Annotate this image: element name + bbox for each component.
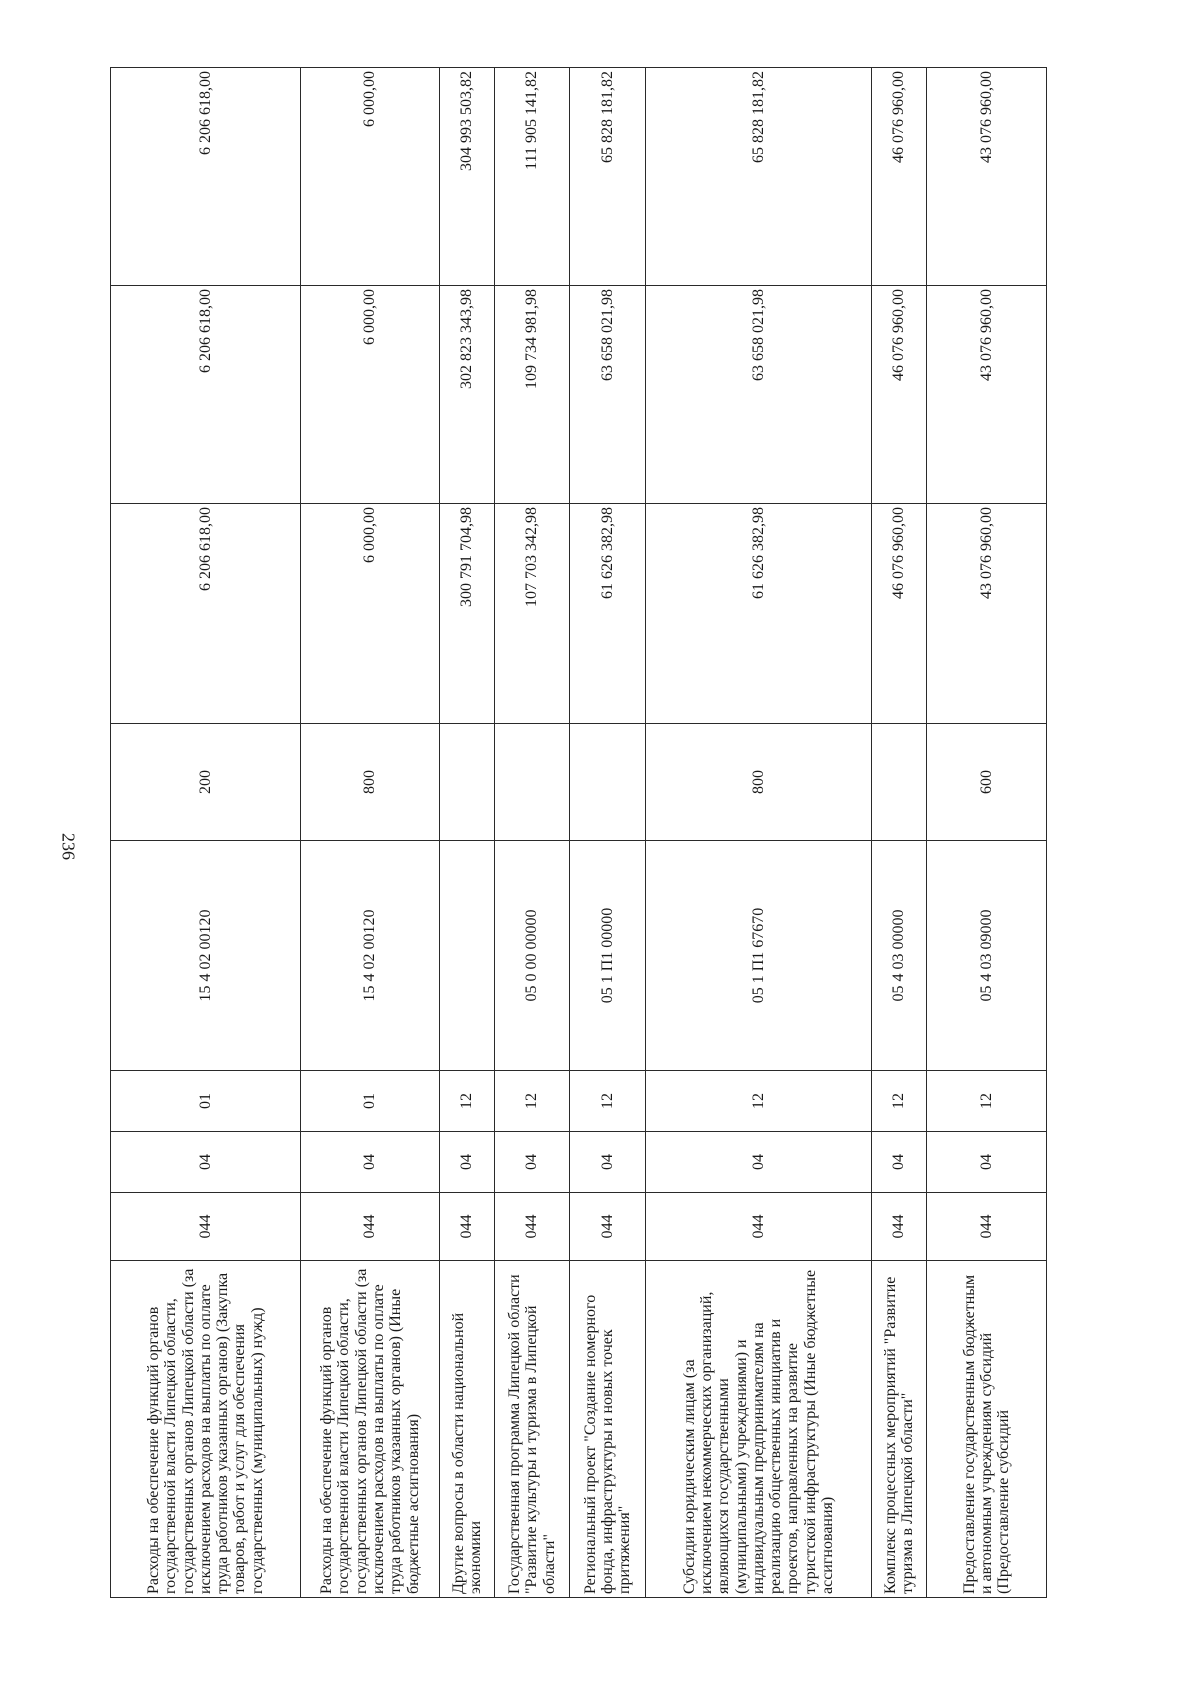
target-article-code: 15 4 02 00120 (301, 841, 440, 1071)
amount-year-1: 43 076 960,00 (927, 504, 1047, 724)
subsection-code: 12 (927, 1071, 1047, 1132)
expense-type-code: 800 (301, 724, 440, 841)
amount-year-3: 111 905 141,82 (495, 68, 570, 286)
amount-year-1: 300 791 704,98 (440, 504, 495, 724)
expense-type-code (872, 724, 927, 841)
table-row (111, 68, 301, 1598)
row-name: Расходы на обеспечение функций органов государственной власти Липецкой области, государственных органов Липецкой области (за исключением расходов на выплаты по оплате труда работников указанных органов) (Иные бюджетные ассигнования) (301, 1261, 440, 1598)
budget-table (110, 67, 1047, 1598)
row-name: Другие вопросы в области национальной экономики (440, 1261, 495, 1598)
subsection-code: 12 (570, 1071, 646, 1132)
target-article-code: 05 4 03 00000 (872, 841, 927, 1071)
grbs-code: 044 (872, 1193, 927, 1261)
expense-type-code (495, 724, 570, 841)
amount-year-2: 109 734 981,98 (495, 286, 570, 504)
amount-year-3: 6 000,00 (301, 68, 440, 286)
table-row (646, 68, 872, 1598)
table-row (301, 68, 440, 1598)
row-name: Субсидии юридическим лицам (за исключением некоммерческих организаций, являющихся государственными (муниципальными) учреждениями) и индивидуальным предпринимателям на реализацию общественных инициатив и проектов, направленных на развитие туристской инфраструктуры (Иные бюджетные ассигнования) (646, 1261, 872, 1598)
table-row (440, 68, 495, 1598)
amount-year-2: 6 000,00 (301, 286, 440, 504)
target-article-code: 05 1 П1 00000 (570, 841, 646, 1071)
subsection-code: 12 (495, 1071, 570, 1132)
grbs-code: 044 (301, 1193, 440, 1261)
section-code: 04 (570, 1132, 646, 1193)
table-row (872, 68, 927, 1598)
amount-year-2: 63 658 021,98 (646, 286, 872, 504)
section-code: 04 (927, 1132, 1047, 1193)
page-number: 236 (58, 833, 79, 860)
grbs-code: 044 (495, 1193, 570, 1261)
amount-year-3: 46 076 960,00 (872, 68, 927, 286)
subsection-code: 12 (872, 1071, 927, 1132)
table-row (570, 68, 646, 1598)
section-code: 04 (301, 1132, 440, 1193)
subsection-code: 12 (646, 1071, 872, 1132)
table-row (495, 68, 570, 1598)
table-row (927, 68, 1047, 1598)
amount-year-2: 302 823 343,98 (440, 286, 495, 504)
amount-year-1: 107 703 342,98 (495, 504, 570, 724)
grbs-code: 044 (927, 1193, 1047, 1261)
amount-year-3: 6 206 618,00 (111, 68, 301, 286)
section-code: 04 (872, 1132, 927, 1193)
subsection-code: 01 (301, 1071, 440, 1132)
grbs-code: 044 (570, 1193, 646, 1261)
grbs-code: 044 (440, 1193, 495, 1261)
expense-type-code (570, 724, 646, 841)
expense-type-code: 200 (111, 724, 301, 841)
target-article-code: 05 4 03 09000 (927, 841, 1047, 1071)
grbs-code: 044 (646, 1193, 872, 1261)
expense-type-code (440, 724, 495, 841)
amount-year-3: 43 076 960,00 (927, 68, 1047, 286)
row-name: Комплекс процессных мероприятий "Развитие туризма в Липецкой области" (872, 1261, 927, 1598)
target-article-code: 05 1 П1 67670 (646, 841, 872, 1071)
subsection-code: 12 (440, 1071, 495, 1132)
subsection-code: 01 (111, 1071, 301, 1132)
grbs-code: 044 (111, 1193, 301, 1261)
amount-year-2: 6 206 618,00 (111, 286, 301, 504)
amount-year-3: 304 993 503,82 (440, 68, 495, 286)
section-code: 04 (111, 1132, 301, 1193)
section-code: 04 (495, 1132, 570, 1193)
section-code: 04 (440, 1132, 495, 1193)
amount-year-1: 61 626 382,98 (646, 504, 872, 724)
amount-year-1: 6 000,00 (301, 504, 440, 724)
amount-year-2: 63 658 021,98 (570, 286, 646, 504)
amount-year-1: 46 076 960,00 (872, 504, 927, 724)
row-name: Предоставление государственным бюджетным и автономным учреждениям субсидий (Предоставление субсидий (927, 1261, 1047, 1598)
row-name: Государственная программа Липецкой области "Развитие культуры и туризма в Липецкой области" (495, 1261, 570, 1598)
row-name: Расходы на обеспечение функций органов государственной власти Липецкой области, государственных органов Липецкой области (за исключением расходов на выплаты по оплате труда работников указанных органов) (Закупка товаров, работ и услуг для обеспечения государственных (муниципальных) нужд) (111, 1261, 301, 1598)
rotated-table-container (110, 68, 1046, 1598)
expense-type-code: 600 (927, 724, 1047, 841)
amount-year-1: 61 626 382,98 (570, 504, 646, 724)
target-article-code (440, 841, 495, 1071)
amount-year-2: 46 076 960,00 (872, 286, 927, 504)
target-article-code: 05 0 00 00000 (495, 841, 570, 1071)
amount-year-3: 65 828 181,82 (570, 68, 646, 286)
amount-year-2: 43 076 960,00 (927, 286, 1047, 504)
row-name: Региональный проект "Создание номерного фонда, инфраструктуры и новых точек притяжения" (570, 1261, 646, 1598)
section-code: 04 (646, 1132, 872, 1193)
amount-year-1: 6 206 618,00 (111, 504, 301, 724)
amount-year-3: 65 828 181,82 (646, 68, 872, 286)
target-article-code: 15 4 02 00120 (111, 841, 301, 1071)
expense-type-code: 800 (646, 724, 872, 841)
